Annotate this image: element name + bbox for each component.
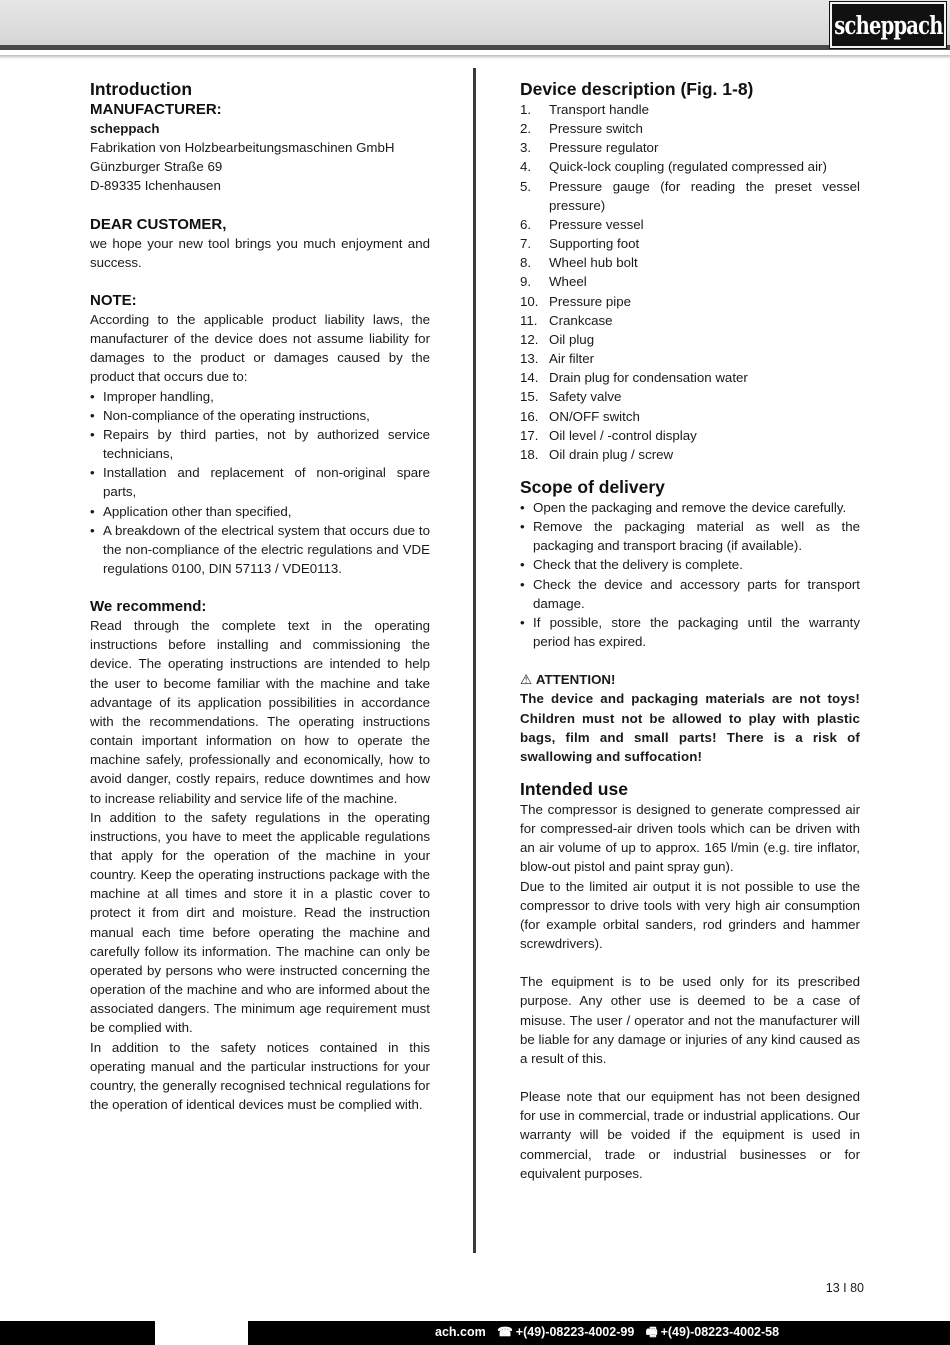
- manufacturer-name: scheppach: [90, 121, 160, 136]
- dear-customer-heading: DEAR CUSTOMER,: [90, 215, 227, 233]
- scope-list-item: • Check that the delivery is complete.: [520, 555, 860, 574]
- scope-list-item: • If possible, store the packaging until the warranty period has expired.: [520, 613, 860, 651]
- intended-use-paragraph: Please note that our equipment has not been designed for use in commercial, trade or industrial applications. Our warranty will be voided if the equipment is used in commercial, trade or industrial businesses or for equivalent purposes.: [520, 1089, 860, 1181]
- attention-title: ATTENTION!: [535, 672, 616, 688]
- device-part-item: 6. Pressure vessel: [520, 216, 644, 232]
- device-part-item: 16. ON/OFF switch: [520, 408, 640, 424]
- page-number: 13 I 80: [825, 1281, 864, 1295]
- recommend-paragraph: Read through the complete text in the operating instructions before installing and commissioning the device. The operating instructions are intended to help the user to become familiar with the machine and take advantage of its application possibilities in accordance with the recommendations. The operating instructions contain important information on how to operate the machine safely, professionally and economically, how to avoid danger, costly repairs, reduce downtimes and how to increase reliability and service life of the machine.: [90, 618, 430, 806]
- brand-logo-text: scheppach: [833, 10, 943, 40]
- brand-logo: [830, 2, 946, 48]
- device-part-item: 8. Wheel hub bolt: [520, 255, 638, 271]
- left-column: [90, 78, 430, 1114]
- device-parts-list: [520, 100, 860, 464]
- scope-list-item: • Open the packaging and remove the device carefully.: [520, 498, 860, 517]
- note-heading: NOTE:: [90, 291, 137, 309]
- footer-contact: [435, 1321, 787, 1345]
- note-text: According to the applicable product liability laws, the manufacturer of the device does not assume liability for damages to the product or damages caused by the product that occurs due to:: [90, 311, 430, 385]
- device-part-item: 7. Supporting foot: [520, 236, 640, 252]
- manufacturer-heading: MANUFACTURER:: [90, 101, 222, 118]
- header-band: [0, 0, 950, 50]
- introduction-heading: Introduction: [90, 79, 193, 99]
- footer-phone: +(49)-08223-4002-99: [515, 1325, 635, 1339]
- recommend-paragraph: In addition to the safety notices contained in this operating manual and the particular instructions for your country, the generally recognised technical regulations for the operation of identical devices must be complied with.: [90, 1039, 430, 1113]
- column-divider: [473, 68, 476, 1253]
- note-list-item: • Improper handling,: [90, 387, 430, 406]
- attention-text: The device and packaging materials are not toys! Children must not be allowed to play with plastic bags, film and small parts! There is a risk of swallowing and suffocation!: [520, 691, 860, 764]
- intended-use-paragraph: The equipment is to be used only for its prescribed purpose. Any other use is deemed to be a case of misuse. The user / operator and not the manufacturer will be liable for any damage or injuries of any kind caused as a result of this.: [520, 974, 860, 1066]
- right-column: [520, 78, 860, 1183]
- intended-use-paragraph: The compressor is designed to generate compressed air for compressed-air driven tools which can be driven with an air volume of up to approx. 165 l/min (e.g. tire inflator, blow-out pistol and paint spray gun).: [520, 802, 860, 875]
- scope-list-item: • Check the device and accessory parts for transport damage.: [520, 575, 860, 613]
- device-part-item: 10. Pressure pipe: [520, 293, 632, 309]
- warning-triangle-icon: ⚠: [520, 672, 532, 688]
- device-part-item: 3. Pressure regulator: [520, 140, 659, 156]
- device-part-item: 12. Oil plug: [520, 331, 595, 347]
- scope-list-item: • Remove the packaging material as well as the packaging and transport bracing (if available).: [520, 517, 860, 555]
- device-part-item: 15. Safety valve: [520, 389, 622, 405]
- footer-white-block: [155, 1321, 248, 1345]
- device-part-item: 18. Oil drain plug / screw: [520, 446, 674, 462]
- scope-list: [520, 498, 860, 651]
- note-list-item: • Installation and replacement of non-original spare parts,: [90, 463, 430, 501]
- manufacturer-address-line: Fabrikation von Holzbearbeitungsmaschinen GmbH: [90, 140, 395, 156]
- device-part-item: 2. Pressure switch: [520, 121, 643, 137]
- note-list: [90, 387, 430, 579]
- note-list-item: • Repairs by third parties, not by authorized service technicians,: [90, 425, 430, 463]
- note-list-item: • Non-compliance of the operating instructions,: [90, 406, 430, 425]
- manufacturer-address-line: Günzburger Straße 69: [90, 159, 223, 175]
- device-part-item: 13. Air filter: [520, 351, 595, 367]
- attention-heading: [520, 670, 860, 689]
- footer-website[interactable]: ach.com: [435, 1325, 486, 1339]
- note-list-item: • A breakdown of the electrical system that occurs due to the non-compliance of the electric regulations and VDE regulations 0100, DIN 57113 / VDE0113.: [90, 521, 430, 578]
- header-shadow: [0, 55, 950, 59]
- device-part-item: 14. Drain plug for condensation water: [520, 370, 748, 386]
- scope-of-delivery-heading: Scope of delivery: [520, 476, 665, 497]
- recommend-paragraph: In addition to the safety regulations in the operating instructions, you have to meet the applicable regulations that apply for the operation of the machine in your country. Keep the operating instructions package with the machine at all times and store it in a plastic cover to protect it from dirt and moisture. Read the instruction manual each time before operating the machine and carefully follow its information. The machine can only be operated by persons who were instructed concerning the operation of the machine and who are informed about the associated dangers. The minimum age requirement must be complied with.: [90, 809, 430, 1036]
- phone-icon: ☎: [497, 1325, 513, 1339]
- footer-fax: +(49)-08223-4002-58: [660, 1325, 780, 1339]
- device-description-heading: Device description (Fig. 1-8): [520, 79, 754, 99]
- device-part-item: 17. Oil level / -control display: [520, 427, 697, 443]
- intended-use-heading: Intended use: [520, 779, 628, 799]
- dear-customer-text: we hope your new tool brings you much enjoyment and success.: [90, 235, 430, 270]
- intended-use-paragraph: Due to the limited air output it is not possible to use the compressor to drive tools with very high air consumption (for example orbital sanders, rod grinders and hammer screwdrivers).: [520, 878, 860, 952]
- device-part-item: 9. Wheel: [520, 274, 587, 290]
- device-part-item: 4. Quick-lock coupling (regulated compressed air): [520, 159, 827, 175]
- note-list-item: • Application other than specified,: [90, 502, 430, 521]
- device-part-item: 1. Transport handle: [520, 102, 650, 117]
- device-part-item: 11. Crankcase: [520, 312, 613, 328]
- device-part-item: 5. Pressure gauge (for reading the preset vessel pressure): [520, 178, 860, 213]
- manufacturer-address-line: D-89335 Ichenhausen: [90, 178, 221, 194]
- recommend-heading: We recommend:: [90, 598, 207, 616]
- fax-icon: 🖷: [645, 1325, 658, 1339]
